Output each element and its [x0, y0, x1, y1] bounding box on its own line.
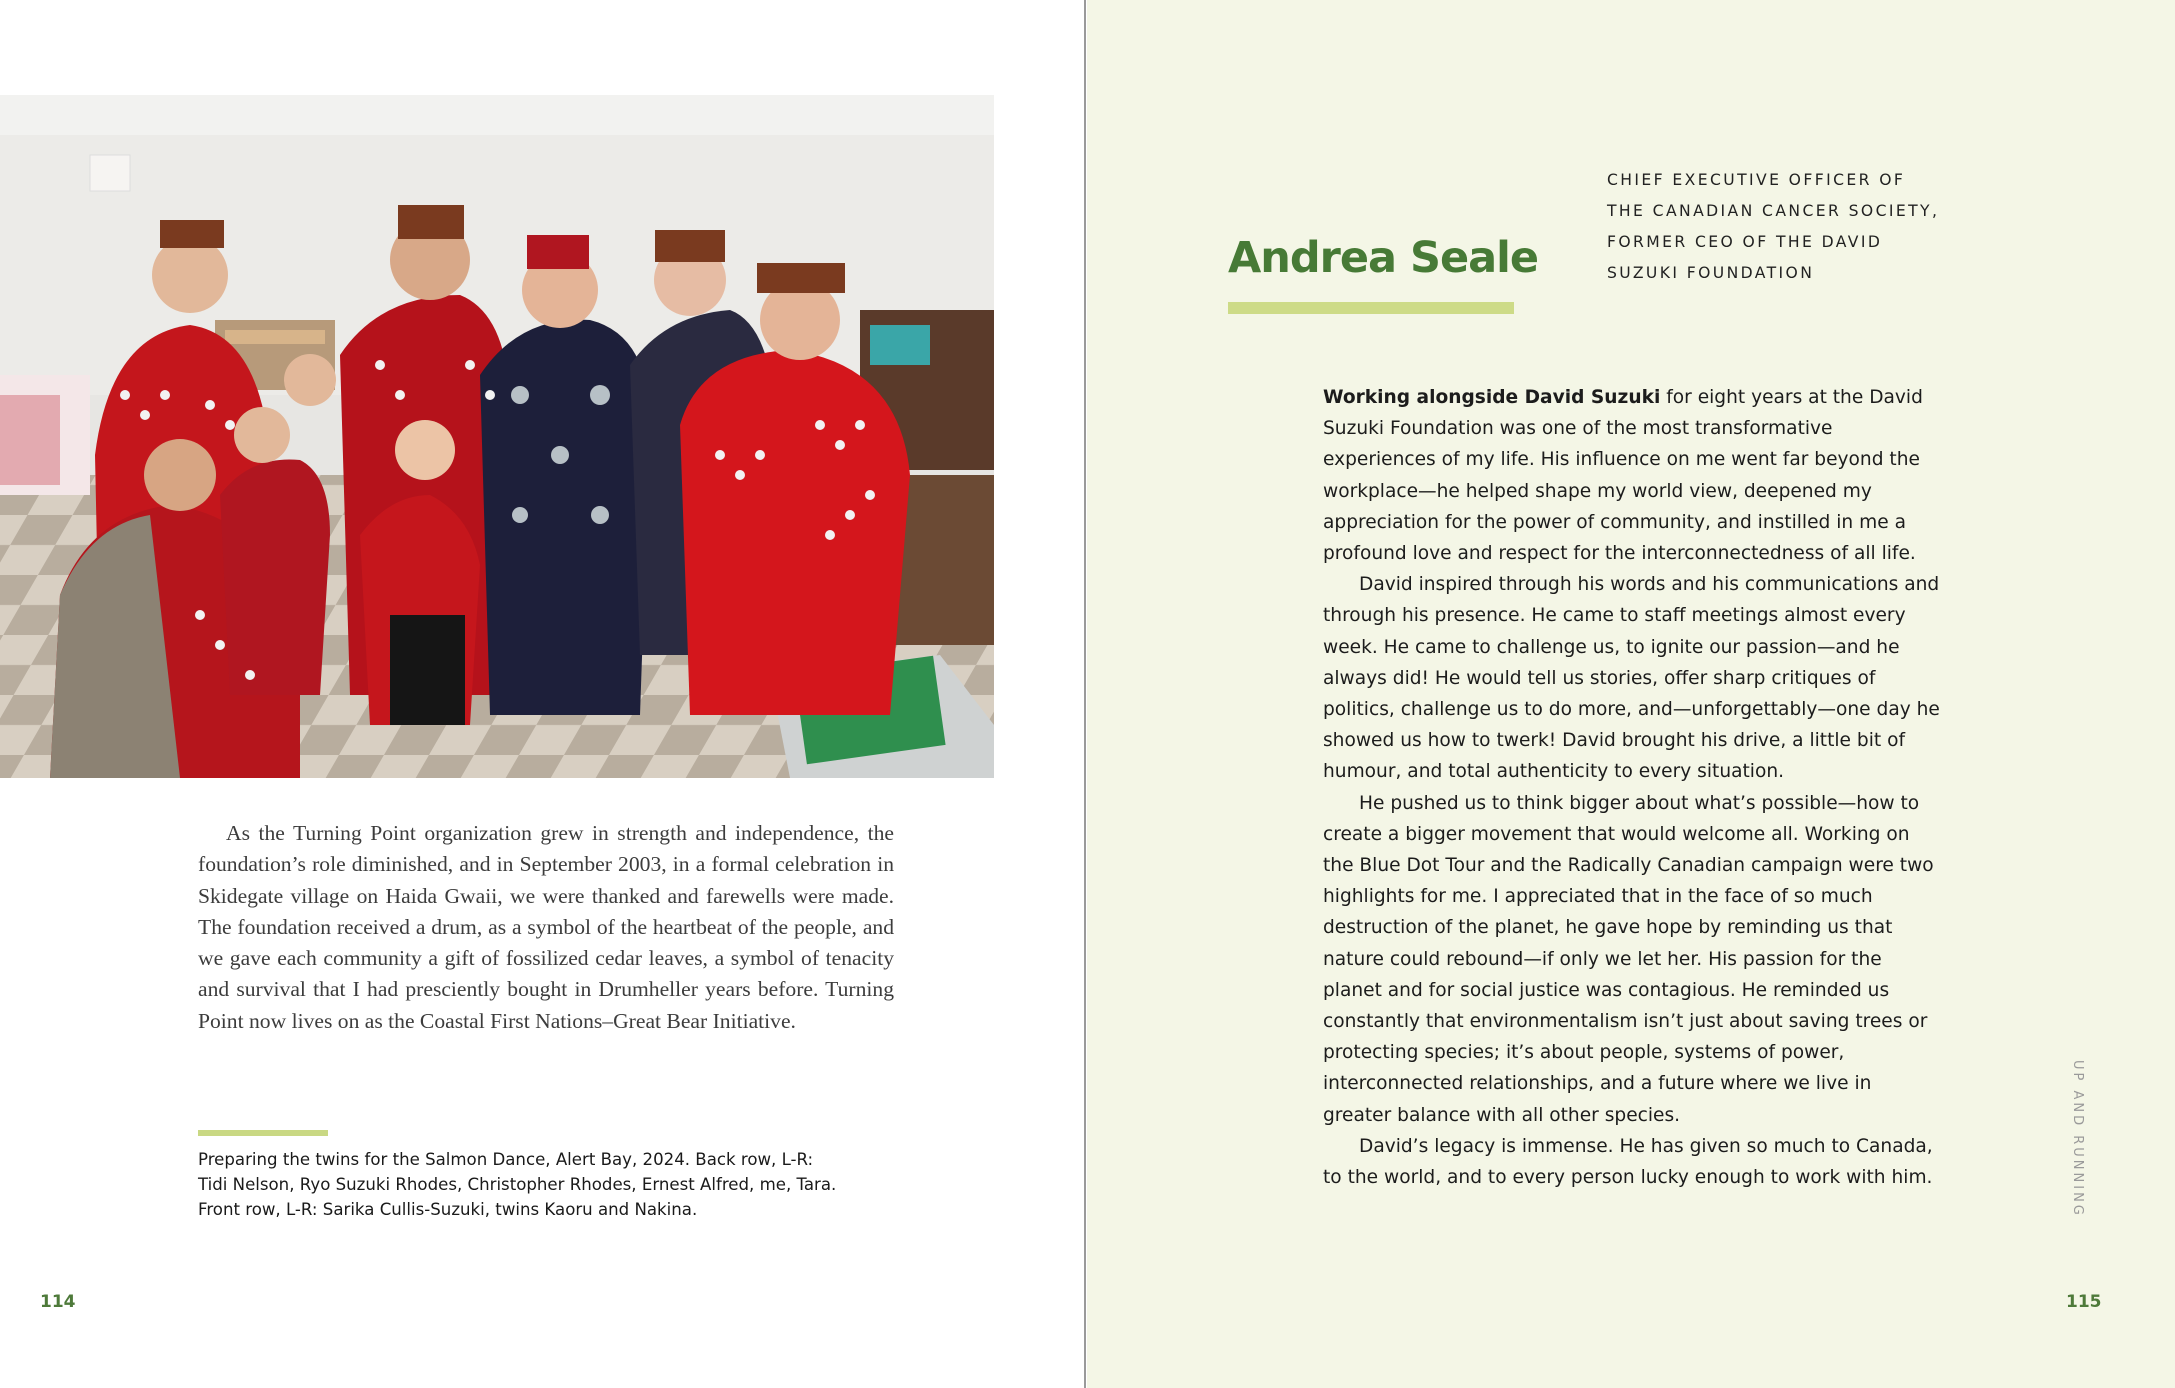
- contributor-role: CHIEF EXECUTIVE OFFICER OF THE CANADIAN CANCER SOCIETY, FORMER CEO OF THE DAVID SUZUKI FOUNDATION: [1607, 171, 1940, 282]
- group-photo: [0, 95, 994, 778]
- tribute-paragraph-2: David inspired through his words and his communications and through his presence. He came to staff meetings almost every week. He came to challenge us, to ignite our passion—and he always did! He would tell us stories, offer sharp critiques of politics, challenge us to do more, and—unforgettably—one day he showed us how to twerk! David brought his drive, a little bit of humour, and total authenticity to every situation.: [1323, 574, 1940, 783]
- body-paragraph: As the Turning Point organization grew in strength and independence, the foundation’s role diminished, and in September 2003, in a formal celebration in Skidegate village on Haida Gwaii, we were thanked and farewells were made. The foundation received a drum, as a symbol of the heartbeat of the people, and we gave each community a gift of fossilized cedar leaves, a symbol of tenacity and survival that I had presciently bought in Drumheller years before. Turning Point now lives on as the Coastal First Nations–Great Bear Initiative.: [198, 821, 894, 1033]
- tribute-paragraph-1: Working alongside David Suzuki for eight years at the David Suzuki Foundation was one of the most transformative experiences of my life. His influence on me went far beyond the workplace—he helped shape my world view, deepened my appreciation for the power of community, and instilled in me a profound love and respect for the interconnectedness of all life.: [1323, 387, 1923, 565]
- running-head: UP AND RUNNING: [2070, 1060, 2085, 1218]
- caption-rule: [198, 1130, 328, 1136]
- left-page: [0, 0, 1086, 1388]
- photo-caption: Preparing the twins for the Salmon Dance, Alert Bay, 2024. Back row, L-R: Tidi Nelson, Ryo Suzuki Rhodes, Christopher Rhodes, Ernest Alfred, me, Tara. Front row, L-R: Sarika Cullis-Suzuki, twins Kaoru and Nakina.: [198, 1150, 837, 1219]
- tribute-lead-in: Working alongside David Suzuki: [1323, 387, 1661, 408]
- tribute-paragraph-4: David’s legacy is immense. He has given so much to Canada, to the world, and to every person lucky enough to work with him.: [1323, 1135, 1933, 1189]
- page-number-right: 115: [2066, 1292, 2102, 1312]
- tribute-paragraph-3: He pushed us to think bigger about what’s possible—how to create a bigger movement that would welcome all. Working on the Blue Dot Tour and the Radically Canadian campaign were two highlights for me. I appreciated that in the face of so much destruction of the planet, he gave hope by reminding us that nature could rebound—if only we let her. His passion for the planet and for social justice was contagious. He reminded us constantly that environmentalism isn’t just about saving trees or protecting species; it’s about people, systems of power, interconnected relationships, and a future where we live in greater balance with all other species.: [1323, 792, 1934, 1126]
- name-underline-rule: [1228, 302, 1514, 314]
- contributor-name: Andrea Seale: [1228, 233, 1539, 283]
- page-number-left: 114: [40, 1292, 76, 1312]
- tribute-text: [1323, 382, 1943, 1193]
